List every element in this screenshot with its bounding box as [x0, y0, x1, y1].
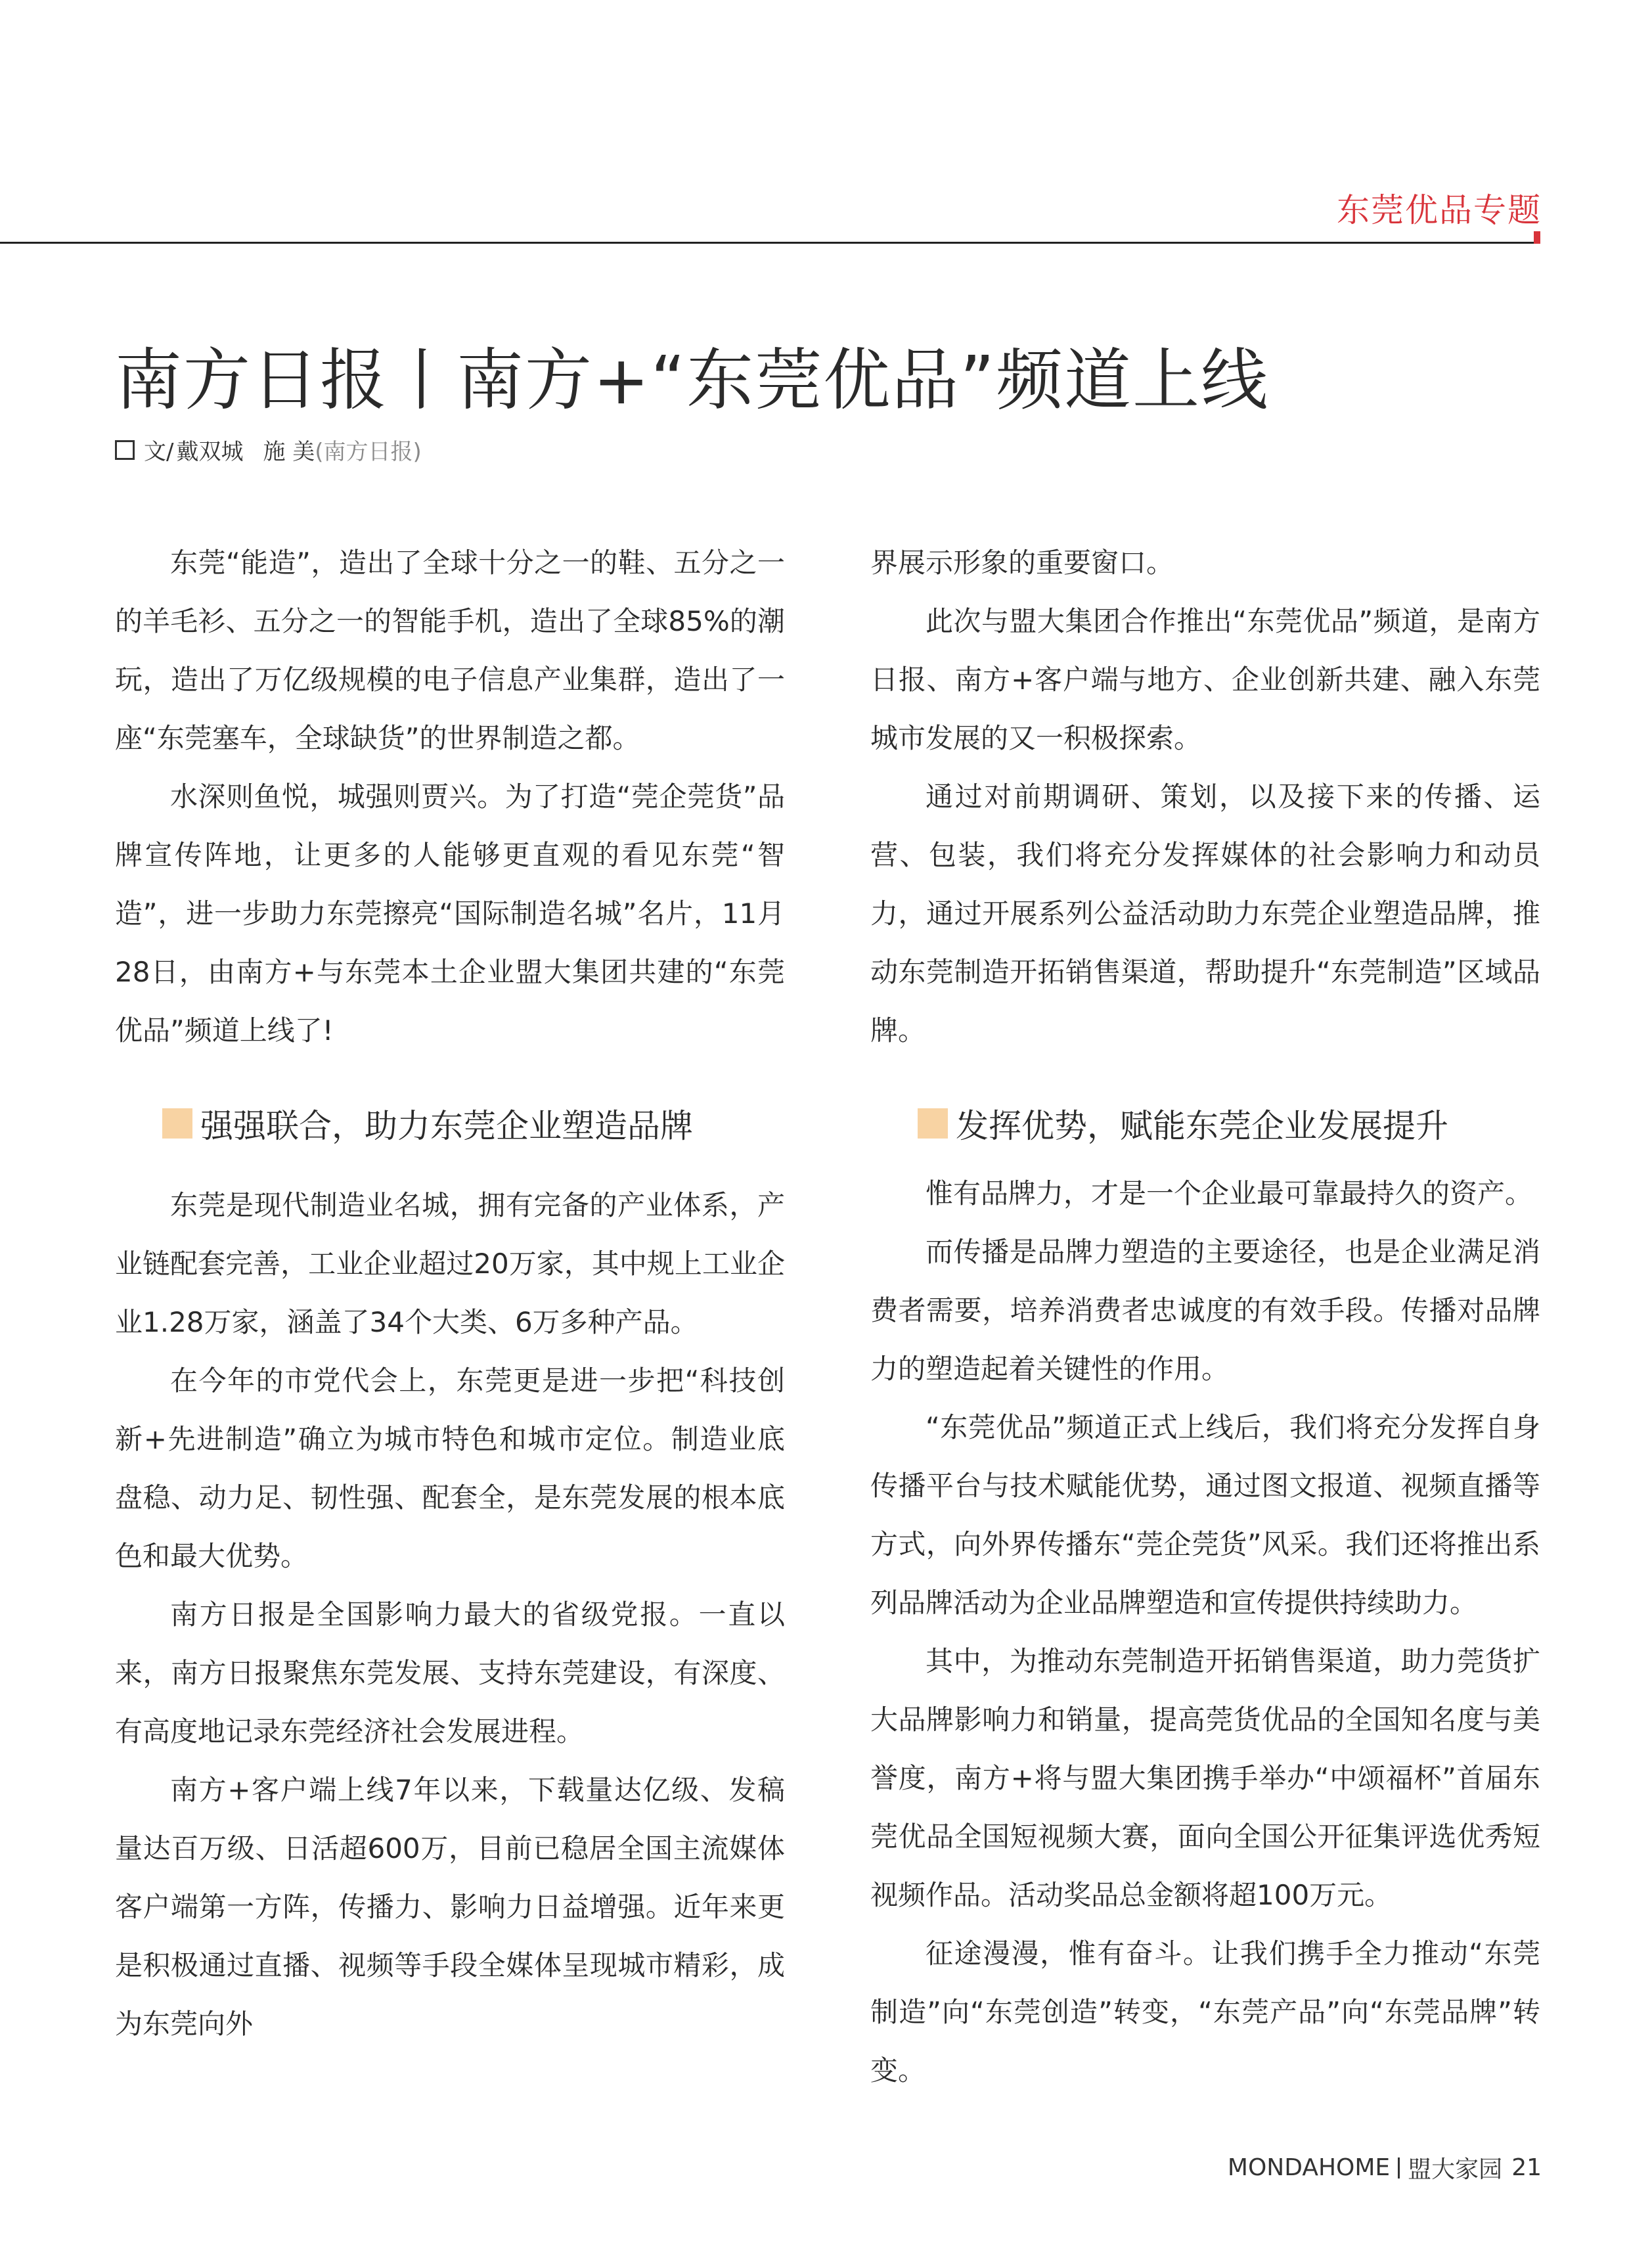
subhead-text: 发挥优势，赋能东莞企业发展提升 [956, 1106, 1448, 1145]
paragraph: 而传播是品牌力塑造的主要途径，也是企业满足消费者需要，培养消费者忠诚度的有效手段。传播对品牌力的塑造起着关键性的作用。 [870, 1236, 1540, 1385]
byline-prefix: 文/ [144, 439, 174, 465]
subhead-square-icon [918, 1108, 948, 1139]
page-footer [1228, 2151, 1542, 2184]
header-rule-accent [1534, 231, 1540, 244]
page-number: 21 [1511, 2154, 1542, 2181]
left-column [115, 533, 785, 2053]
footer-brand: MONDAHOME [1227, 2154, 1391, 2181]
paragraph: 东莞“能造”，造出了全球十分之一的鞋、五分之一的羊毛衫、五分之一的智能手机，造出了全球85%的潮玩，造出了万亿级规模的电子信息产业集群，造出了一座“东莞塞车，全球缺货”的世界制造之都。 [115, 547, 785, 754]
paragraph: 南方+客户端上线7年以来，下载量达亿级、发稿量达百万级、日活超600万，目前已稳居全国主流媒体客户端第一方阵，传播力、影响力日益增强。近年来更是积极通过直播、视频等手段全媒体呈现城市精彩，成为东莞向外 [115, 1774, 785, 2040]
byline-box-icon [115, 440, 135, 460]
paragraph: “东莞优品”频道正式上线后，我们将充分发挥自身传播平台与技术赋能优势，通过图文报道、视频直播等方式，向外界传播东“莞企莞货”风采。我们还将推出系列品牌活动为企业品牌塑造和宣传提供持续助力。 [870, 1411, 1540, 1619]
byline [115, 434, 422, 466]
paragraph: 惟有品牌力，才是一个企业最可靠最持久的资产。 [926, 1177, 1533, 1209]
footer-name: 盟大家园 [1408, 2156, 1503, 2183]
subhead-square-icon [162, 1108, 192, 1139]
paragraph: 其中，为推动东莞制造开拓销售渠道，助力莞货扩大品牌影响力和销量，提高莞货优品的全国知名度与美誉度，南方+将与盟大集团携手举办“中颂福杯”首届东莞优品全国短视频大赛，面向全国公开征集评选优秀短视频作品。活动奖品总金额将超100万元。 [870, 1645, 1540, 1911]
header-rule [0, 242, 1540, 244]
byline-author-2: 施 美 [263, 439, 315, 465]
paragraph: 通过对前期调研、策划，以及接下来的传播、运营、包装，我们将充分发挥媒体的社会影响力和动员力，通过开展系列公益活动助力东莞企业塑造品牌，推动东莞制造开拓销售渠道，帮助提升“东莞制造”区域品牌。 [870, 780, 1540, 1047]
byline-author-1: 戴双城 [176, 439, 244, 465]
paragraph: 东莞是现代制造业名城，拥有完备的产业体系，产业链配套完善，工业企业超过20万家，其中规上工业企业1.28万家，涵盖了34个大类、6万多种产品。 [115, 1189, 785, 1338]
subhead-text: 强强联合，助力东莞企业塑造品牌 [200, 1106, 693, 1145]
section-label: 东莞优品专题 [1337, 191, 1542, 229]
paragraph: 此次与盟大集团合作推出“东莞优品”频道，是南方日报、南方+客户端与地方、企业创新共建、融入东莞城市发展的又一积极探索。 [870, 605, 1540, 754]
right-column [870, 533, 1540, 2100]
byline-source: (南方日报) [315, 439, 422, 465]
section-subhead [162, 1094, 785, 1152]
section-subhead [918, 1094, 1540, 1152]
paragraph: 水深则鱼悦，城强则贾兴。为了打造“莞企莞货”品牌宣传阵地，让更多的人能够更直观的看见东莞“智造”，进一步助力东莞擦亮“国际制造名城”名片，11月28日，由南方+与东莞本土企业盟大集团共建的“东莞优品”频道上线了! [115, 780, 785, 1047]
footer-divider [1398, 2157, 1400, 2179]
paragraph: 南方日报是全国影响力最大的省级党报。一直以来，南方日报聚焦东莞发展、支持东莞建设，有深度、有高度地记录东莞经济社会发展进程。 [115, 1598, 785, 1748]
paragraph: 在今年的市党代会上，东莞更是进一步把“科技创新+先进制造”确立为城市特色和城市定位。制造业底盘稳、动力足、韧性强、配套全，是东莞发展的根本底色和最大优势。 [115, 1365, 785, 1572]
article-title: 南方日报丨南方+“东莞优品”频道上线 [115, 342, 1270, 420]
paragraph: 征途漫漫，惟有奋斗。让我们携手全力推动“东莞制造”向“东莞创造”转变，“东莞产品”向“东莞品牌”转变。 [870, 1937, 1540, 2087]
paragraph-continuation: 界展示形象的重要窗口。 [870, 547, 1174, 579]
